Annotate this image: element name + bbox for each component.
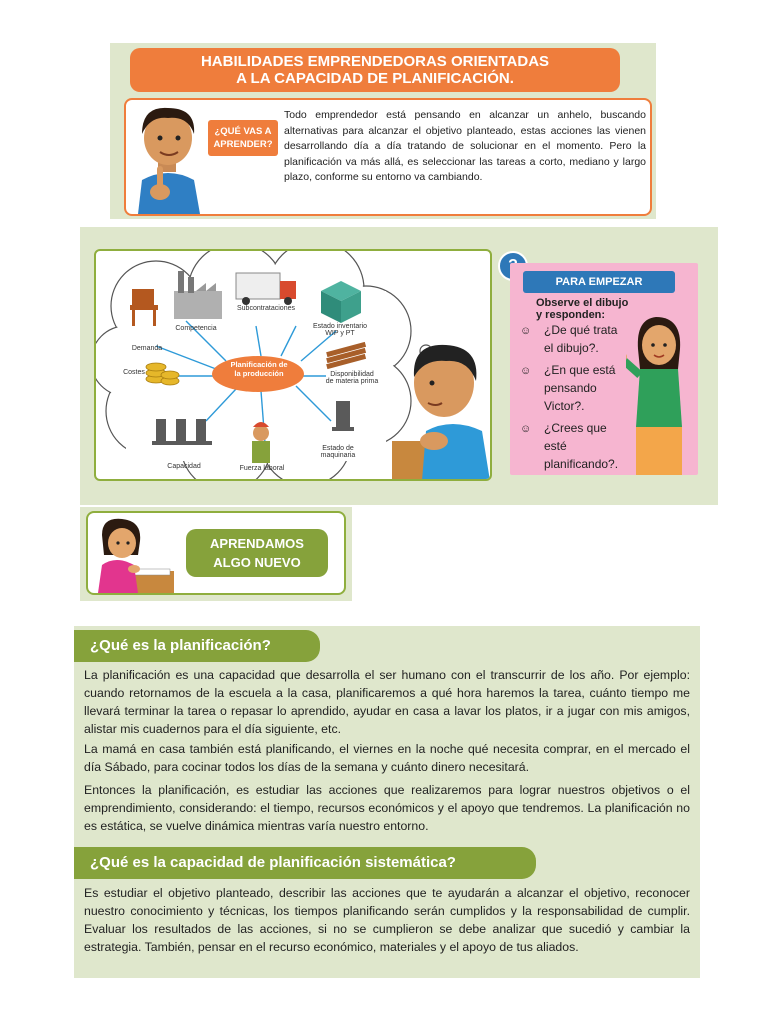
question-2-line3: Victor?. bbox=[544, 399, 585, 413]
heading-que-es-planificacion: ¿Qué es la planificación? bbox=[74, 630, 320, 662]
para-empezar-header: PARA EMPEZAR bbox=[523, 271, 675, 293]
aprendamos-line2: ALGO NUEVO bbox=[213, 555, 301, 570]
paragraph-planificacion-1: La planificación es una capacidad que desarrolla el ser humano con el transcurrir de los año. Por ejemplo: cuando retornamos de la escuela a la casa, planificaremos a qué hora haremos la tarea, cuánto tiempo me llevará terminar la tarea o repasar lo aprendido, ayudar en casa a lavar los platos, ir a jugar con mis amigos, alistar mis cuadernos para el día siguiente, etc. bbox=[84, 668, 690, 736]
instruction-line2: y responden: bbox=[536, 309, 606, 321]
question-3-line2: esté bbox=[544, 439, 567, 453]
aprendamos-banner bbox=[186, 529, 328, 577]
para-empezar-card bbox=[510, 263, 698, 475]
instruction bbox=[536, 297, 628, 321]
paragraph-planificacion-2: La mamá en casa también está planificando, el viernes en la noche qué necesita comprar, en el mercado el día Sábado, para cocinar todos los días de la semana y cuánto dinero necesitará. bbox=[84, 742, 690, 774]
label-estado-maquinaria-l2: maquinaria bbox=[320, 452, 356, 459]
aprendamos-card bbox=[86, 511, 346, 595]
center-node-label bbox=[214, 360, 304, 378]
page-title-line2: A LA CAPACIDAD DE PLANIFICACIÓN. bbox=[236, 70, 514, 87]
scene-card bbox=[94, 249, 492, 481]
paragraph-sistematica: Es estudiar el objetivo planteado, describir las acciones que te ayudarán a alcanzar el objetivo, reconocer nuestro conocimiento y técnicas, los tiempos planificando serán cumplidos y la responsabilidad de cumplir. Evaluar los resultados de las acciones, si no se cumplieron se debe analizar que sucedió y cambiar la estrategia. También, pensar en el recurso económico, materiales y el apoyo de tus aliados. bbox=[84, 886, 690, 954]
label-disponibilidad-l1: Disponibilidad bbox=[330, 371, 374, 378]
reading-panel bbox=[74, 626, 700, 978]
label-estado-maquinaria-l1: Estado de bbox=[322, 445, 354, 452]
question-3-line1: ¿Crees que bbox=[544, 421, 607, 435]
label-costes: Costes bbox=[123, 369, 145, 376]
center-node-line1: Planificación de bbox=[230, 360, 288, 369]
center-node-line2: la producción bbox=[234, 369, 284, 378]
smiley-icon: ☺ bbox=[520, 325, 532, 337]
intro-card bbox=[124, 98, 652, 216]
worker-icon bbox=[252, 422, 270, 463]
question-3 bbox=[544, 419, 618, 473]
label-competencia: Competencia bbox=[175, 325, 217, 332]
question-2 bbox=[544, 361, 615, 415]
question-1 bbox=[544, 321, 617, 357]
heading-planificacion-sistematica: ¿Qué es la capacidad de planificación sistemática? bbox=[74, 847, 536, 879]
girl-writing-illustration bbox=[90, 515, 178, 593]
badge-line1: ¿QUÉ VAS A bbox=[214, 126, 272, 137]
question-2-line2: pensando bbox=[544, 381, 597, 395]
badge-line2: APRENDER? bbox=[213, 139, 273, 150]
label-subcontrataciones: Subcontrataciones bbox=[237, 305, 295, 312]
label-estado-inventario-l2: WIP y PT bbox=[325, 330, 355, 337]
instruction-line1: Observe el dibujo bbox=[536, 297, 629, 309]
aprendamos-panel bbox=[80, 507, 352, 601]
girl-illustration bbox=[626, 309, 696, 475]
label-disponibilidad bbox=[314, 371, 390, 385]
page-title-line1: HABILIDADES EMPRENDEDORAS ORIENTADAS bbox=[200, 53, 550, 70]
question-1-line2: el dibujo?. bbox=[544, 341, 599, 355]
intro-panel bbox=[110, 43, 656, 219]
label-fuerza-laboral: Fuerza laboral bbox=[239, 465, 285, 472]
what-will-you-learn-badge bbox=[208, 120, 278, 156]
boy-pointing-illustration bbox=[128, 100, 208, 214]
thinking-boy-illustration bbox=[392, 331, 492, 481]
question-2-line1: ¿En que está bbox=[544, 363, 616, 377]
label-estado-inventario bbox=[304, 323, 376, 337]
label-capacidad: Capacidad bbox=[167, 463, 201, 470]
capacity-machines-icon bbox=[152, 419, 212, 445]
scene-panel bbox=[80, 227, 718, 505]
aprendamos-line1: APRENDAMOS bbox=[210, 536, 304, 551]
question-3-line3: planificando?. bbox=[544, 457, 619, 471]
label-disponibilidad-l2: de materia prima bbox=[325, 378, 379, 385]
smiley-icon: ☺ bbox=[520, 423, 532, 435]
paragraph-planificacion-3: Entonces la planificación, es estudiar las acciones que realizaremos para lograr nuestros objetivos o el emprendimiento, considerando: el tiempo, recursos económicos y el apoyo que tendremos. La planificación no es estática, se vuelve dinámica mientras varía nuestro entorno. bbox=[84, 783, 690, 833]
intro-text: Todo emprendedor está pensando en alcanzar un anhelo, buscando alternativas para alcanzar el objetivo planteado, estas acciones las vienen desarrollando día a día tratando de solucionar en el momento. Pero la planificación va más allá, es seleccionar las tareas a corto, mediano y largo plazo, conforme su entorno va cambiando. bbox=[284, 109, 646, 183]
label-demanda: Demanda bbox=[131, 345, 163, 352]
label-estado-inventario-l1: Estado inventario bbox=[312, 323, 368, 330]
label-estado-maquinaria bbox=[310, 445, 366, 459]
page-title bbox=[130, 48, 620, 92]
question-1-line1: ¿De qué trata bbox=[544, 323, 618, 337]
smiley-icon: ☺ bbox=[520, 365, 532, 377]
